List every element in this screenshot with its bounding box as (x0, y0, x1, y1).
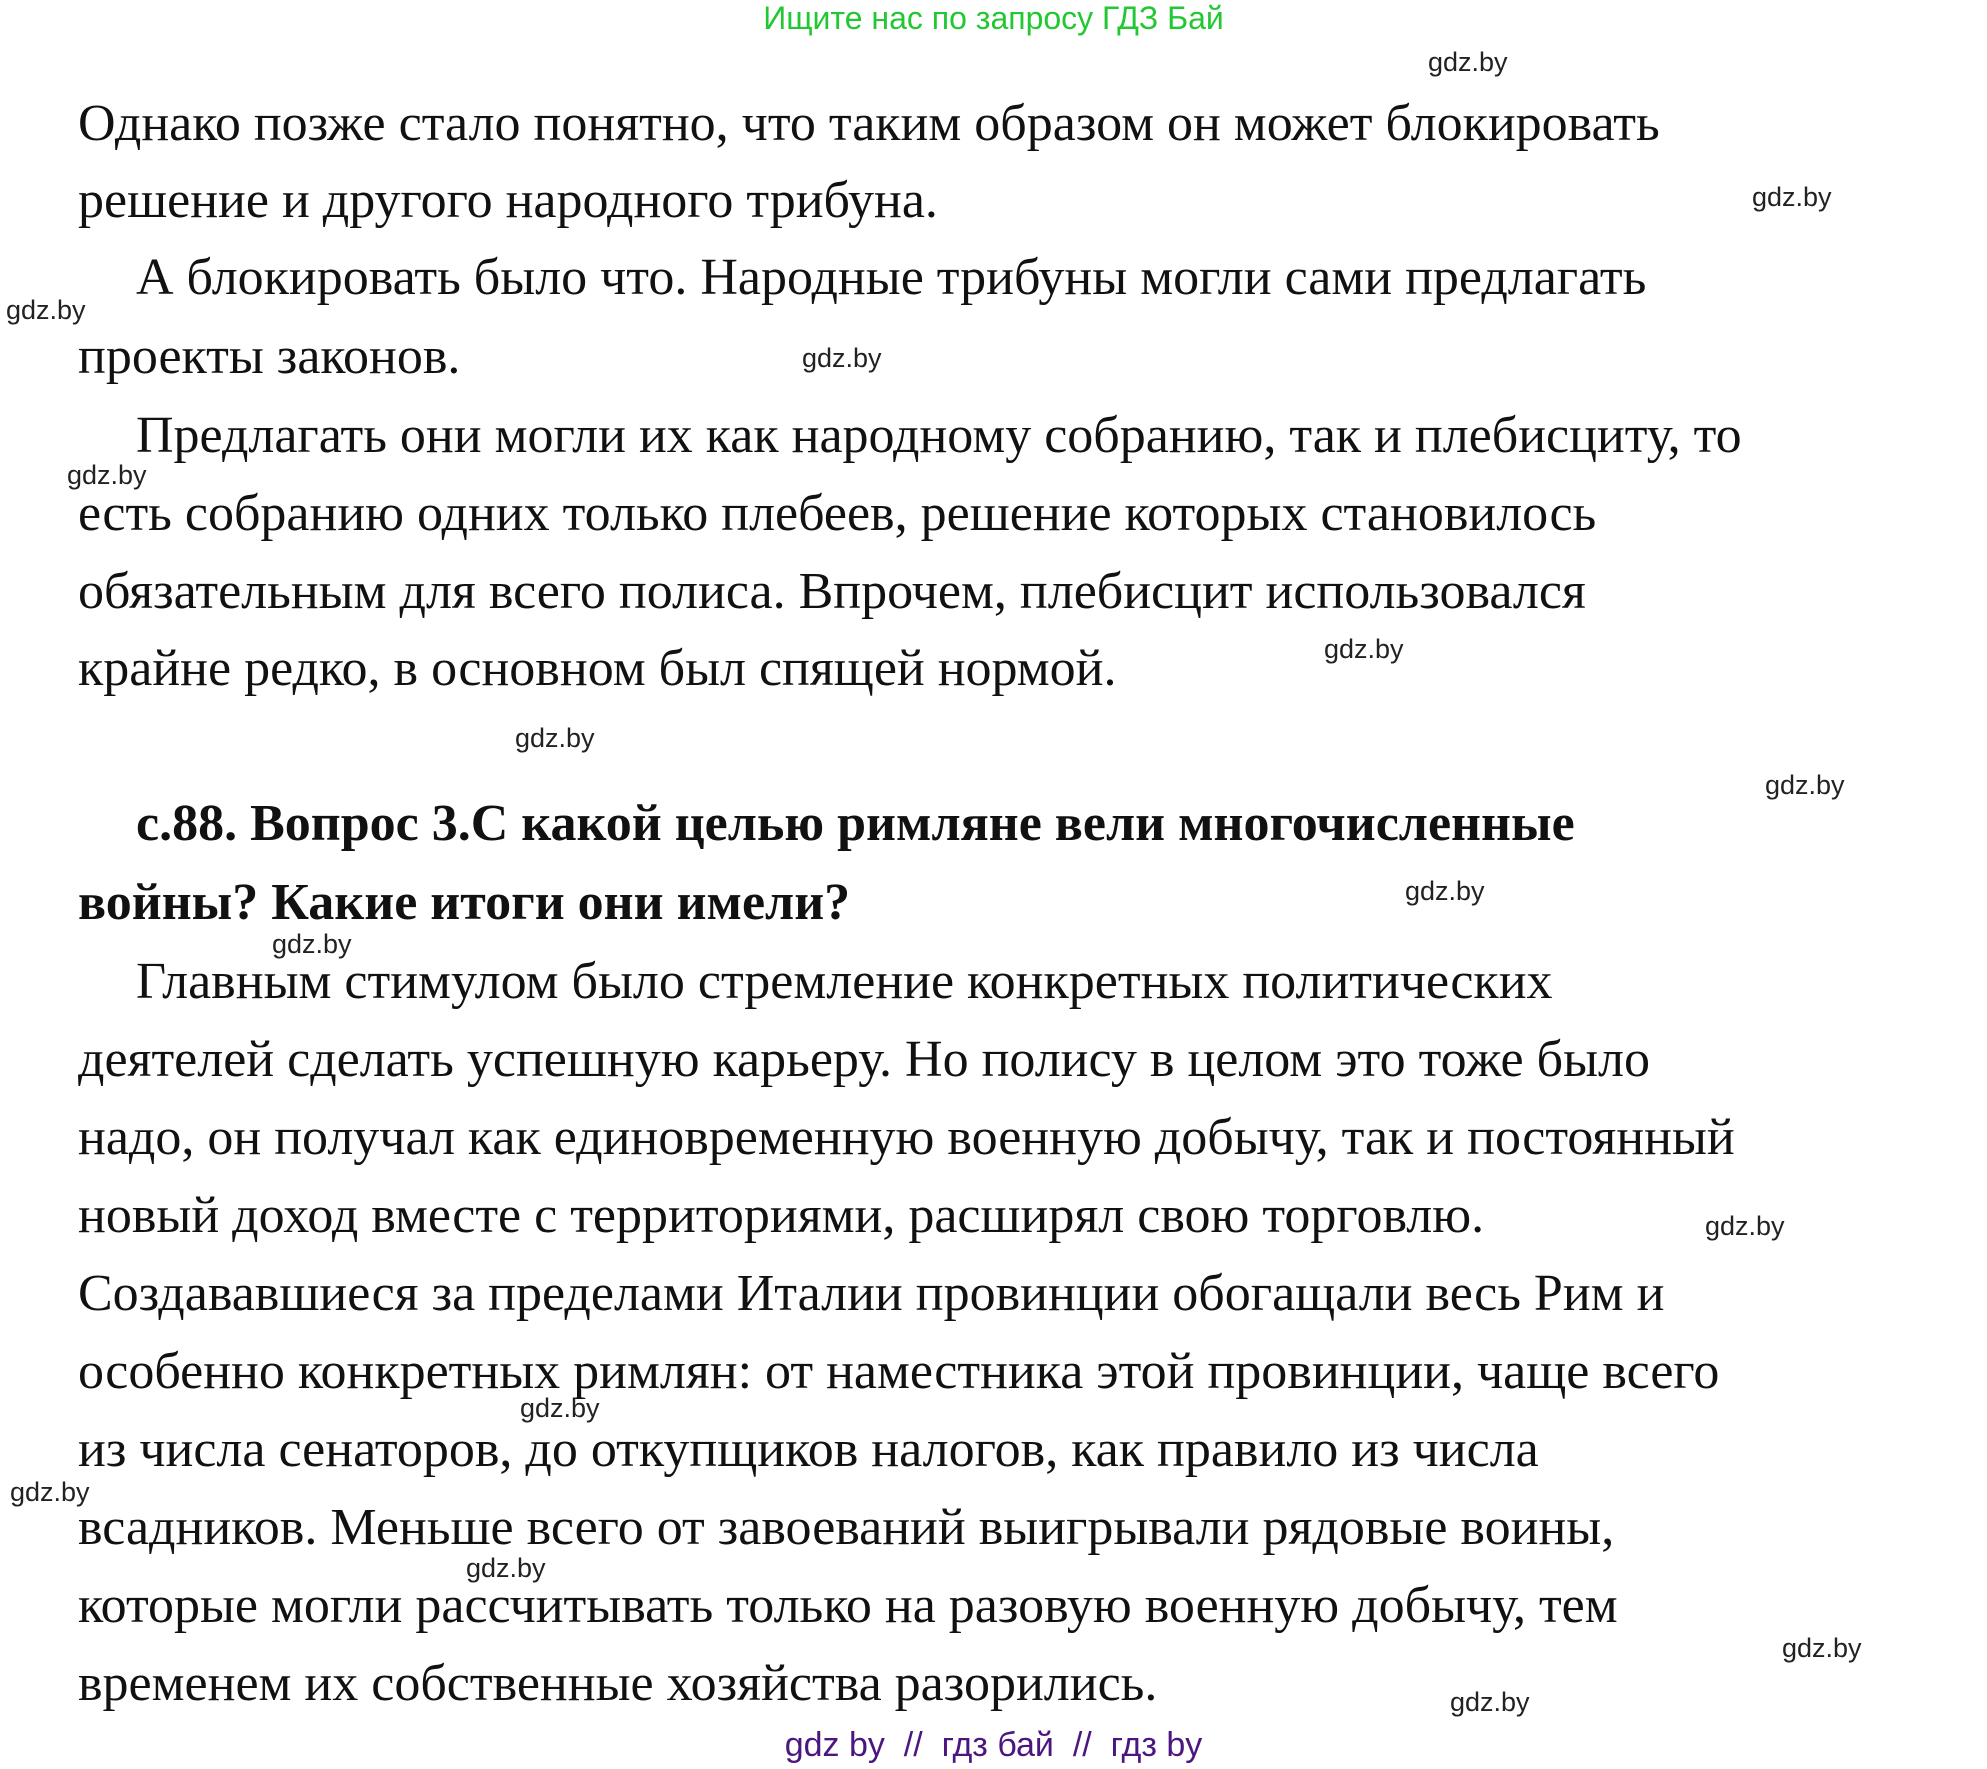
watermark: gdz.by (1705, 1211, 1785, 1241)
watermark: gdz.by (272, 929, 352, 959)
watermark: gdz.by (1450, 1687, 1530, 1717)
paragraph-line: особенно конкретных римлян: от наместника этой провинции, чаще всего (78, 1343, 1720, 1400)
watermark: gdz.by (1324, 634, 1404, 664)
watermark: gdz.by (6, 295, 86, 325)
paragraph-line: решение и другого народного трибуна. (78, 172, 938, 229)
paragraph-line: крайне редко, в основном был спящей нормой. (78, 640, 1117, 697)
watermark: gdz.by (10, 1477, 90, 1507)
watermark: gdz.by (1428, 47, 1508, 77)
paragraph-line: временем их собственные хозяйства разорились. (78, 1655, 1158, 1712)
watermark: gdz.by (466, 1553, 546, 1583)
watermark: gdz.by (802, 343, 882, 373)
paragraph-line: Однако позже стало понятно, что таким образом он может блокировать (78, 95, 1660, 152)
paragraph-line: из числа сенаторов, до откупщиков налогов, как правило из числа (78, 1421, 1539, 1478)
paragraph-line: всадников. Меньше всего от завоеваний выигрывали рядовые воины, (78, 1499, 1615, 1556)
watermark: gdz.by (1782, 1633, 1862, 1663)
question-heading-line: с.88. Вопрос 3.С какой целью римляне вели многочисленные (136, 795, 1575, 852)
watermark: gdz.by (1405, 876, 1485, 906)
question-heading-line: войны? Какие итоги они имели? (78, 874, 851, 931)
watermark: gdz.by (67, 460, 147, 490)
paragraph-line: Предлагать они могли их как народному собранию, так и плебисциту, то (136, 407, 1742, 464)
paragraph-line: надо, он получал как единовременную военную добычу, так и постоянный (78, 1109, 1735, 1166)
paragraph-line: А блокировать было что. Народные трибуны могли сами предлагать (136, 249, 1647, 306)
watermark: gdz.by (520, 1393, 600, 1423)
watermark: gdz.by (1752, 182, 1832, 212)
paragraph-line: которые могли рассчитывать только на разовую военную добычу, тем (78, 1577, 1618, 1634)
footer-links: gdz by // гдз бай // гдз by (784, 1726, 1203, 1764)
paragraph-line: Создававшиеся за пределами Италии провинции обогащали весь Рим и (78, 1265, 1665, 1322)
paragraph-line: обязательным для всего полиса. Впрочем, плебисцит использовался (78, 563, 1586, 620)
paragraph-line: Главным стимулом было стремление конкретных политических (136, 953, 1553, 1010)
watermark: gdz.by (1765, 770, 1845, 800)
paragraph-line: есть собранию одних только плебеев, решение которых становилось (78, 485, 1597, 542)
search-banner: Ищите нас по запросу ГДЗ Бай (763, 0, 1224, 36)
paragraph-line: деятелей сделать успешную карьеру. Но полису в целом это тоже было (78, 1031, 1650, 1088)
paragraph-line: проекты законов. (78, 328, 461, 385)
paragraph-line: новый доход вместе с территориями, расширял свою торговлю. (78, 1187, 1485, 1244)
watermark: gdz.by (515, 723, 595, 753)
